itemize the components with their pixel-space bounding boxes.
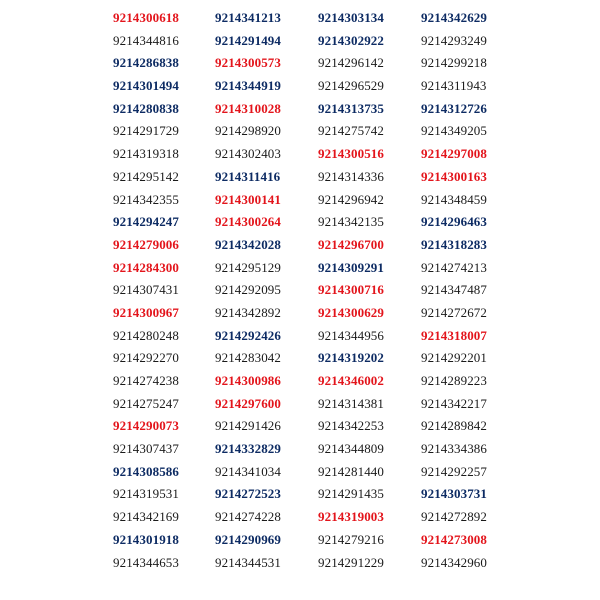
phone-number: 9214300629 (318, 304, 384, 320)
phone-number: 9214292270 (113, 350, 179, 366)
phone-number: 9214300573 (215, 55, 281, 71)
phone-number: 9214283042 (215, 350, 281, 366)
phone-number: 9214342169 (113, 509, 179, 525)
phone-number: 9214344653 (113, 554, 179, 570)
phone-number: 9214291494 (215, 32, 281, 48)
phone-number: 9214292095 (215, 282, 281, 298)
phone-number: 9214300163 (421, 168, 487, 184)
phone-number: 9214307437 (113, 441, 179, 457)
phone-number: 9214344531 (215, 554, 281, 570)
phone-number: 9214299218 (421, 55, 487, 71)
phone-number: 9214296142 (318, 55, 384, 71)
phone-number: 9214298920 (215, 123, 281, 139)
phone-number: 9214300967 (113, 304, 179, 320)
phone-number: 9214310028 (215, 100, 281, 116)
phone-number: 9214319003 (318, 509, 384, 525)
phone-number: 9214312726 (421, 100, 487, 116)
phone-number: 9214346002 (318, 373, 384, 388)
phone-number: 9214341034 (215, 463, 281, 479)
phone-number: 9214319318 (113, 146, 179, 162)
phone-number: 9214342355 (113, 191, 179, 207)
phone-number: 9214300516 (318, 146, 384, 162)
phone-number: 9214300141 (215, 191, 281, 207)
phone-number: 9214301918 (113, 531, 179, 547)
phone-number: 9214274228 (215, 509, 281, 525)
phone-number: 9214301494 (113, 78, 179, 94)
phone-number: 9214290073 (113, 418, 179, 434)
phone-number: 9214342217 (421, 395, 487, 411)
phone-number: 9214279216 (318, 531, 384, 547)
phone-number: 9214275742 (318, 123, 384, 139)
phone-number: 9214341213 (215, 10, 281, 25)
phone-number: 9214313735 (318, 100, 384, 116)
phone-number: 9214344919 (215, 78, 281, 94)
phone-number: 9214274238 (113, 373, 179, 388)
phone-number: 9214318283 (421, 236, 487, 252)
phone-number: 9214284300 (113, 259, 179, 275)
phone-number: 9214303134 (318, 10, 384, 25)
phone-number: 9214300716 (318, 282, 384, 298)
phone-number: 9214281440 (318, 463, 384, 479)
phone-number: 9214309291 (318, 259, 384, 275)
phone-number: 9214294247 (113, 214, 179, 230)
phone-number: 9214272892 (421, 509, 487, 525)
phone-number: 9214297600 (215, 395, 281, 411)
phone-number: 9214342253 (318, 418, 384, 434)
phone-number: 9214314381 (318, 395, 384, 411)
phone-number: 9214300618 (113, 10, 179, 25)
phone-number: 9214286838 (113, 55, 179, 71)
phone-number: 9214289223 (421, 373, 487, 388)
phone-number: 9214297008 (421, 146, 487, 162)
phone-number: 9214342892 (215, 304, 281, 320)
phone-number: 9214291426 (215, 418, 281, 434)
phone-number: 9214314336 (318, 168, 384, 184)
phone-number: 9214291729 (113, 123, 179, 139)
number-column-1 (113, 7, 213, 574)
phone-number: 9214349205 (421, 123, 487, 139)
phone-number: 9214334386 (421, 441, 487, 457)
phone-number: 9214279006 (113, 236, 179, 252)
phone-number: 9214291229 (318, 554, 384, 570)
phone-number: 9214296463 (421, 214, 487, 230)
phone-number: 9214332829 (215, 441, 281, 457)
phone-number: 9214300986 (215, 373, 281, 388)
phone-number: 9214280838 (113, 100, 179, 116)
phone-number: 9214292201 (421, 350, 487, 366)
phone-number: 9214344956 (318, 327, 384, 343)
phone-number: 9214296942 (318, 191, 384, 207)
phone-number: 9214319531 (113, 486, 179, 502)
phone-number: 9214302922 (318, 32, 384, 48)
phone-number: 9214291435 (318, 486, 384, 502)
phone-number: 9214319202 (318, 350, 384, 366)
number-column-3 (318, 7, 418, 574)
phone-number: 9214295142 (113, 168, 179, 184)
phone-number: 9214280248 (113, 327, 179, 343)
phone-number: 9214296529 (318, 78, 384, 94)
phone-number: 9214296700 (318, 236, 384, 252)
phone-number: 9214293249 (421, 32, 487, 48)
phone-number: 9214300264 (215, 214, 281, 230)
phone-number: 9214311416 (215, 168, 281, 184)
phone-number: 9214344816 (113, 32, 179, 48)
phone-number: 9214273008 (421, 531, 487, 547)
phone-number: 9214292426 (215, 327, 281, 343)
phone-number: 9214348459 (421, 191, 487, 207)
phone-number: 9214289842 (421, 418, 487, 434)
phone-number: 9214303731 (421, 486, 487, 502)
phone-number: 9214318007 (421, 327, 487, 343)
phone-number: 9214308586 (113, 463, 179, 479)
phone-number: 9214302403 (215, 146, 281, 162)
phone-number: 9214290969 (215, 531, 281, 547)
number-column-4 (421, 7, 521, 574)
phone-number: 9214292257 (421, 463, 487, 479)
phone-number: 9214344809 (318, 441, 384, 457)
phone-number: 9214295129 (215, 259, 281, 275)
phone-number: 9214307431 (113, 282, 179, 298)
phone-number: 9214272523 (215, 486, 281, 502)
phone-number: 9214275247 (113, 395, 179, 411)
phone-number: 9214272672 (421, 304, 487, 320)
phone-number: 9214342629 (421, 10, 487, 25)
phone-number: 9214342960 (421, 554, 487, 570)
phone-number: 9214311943 (421, 78, 487, 94)
phone-number: 9214347487 (421, 282, 487, 298)
phone-number: 9214274213 (421, 259, 487, 275)
phone-number: 9214342135 (318, 214, 384, 230)
phone-number: 9214342028 (215, 236, 281, 252)
number-column-2 (215, 7, 315, 574)
